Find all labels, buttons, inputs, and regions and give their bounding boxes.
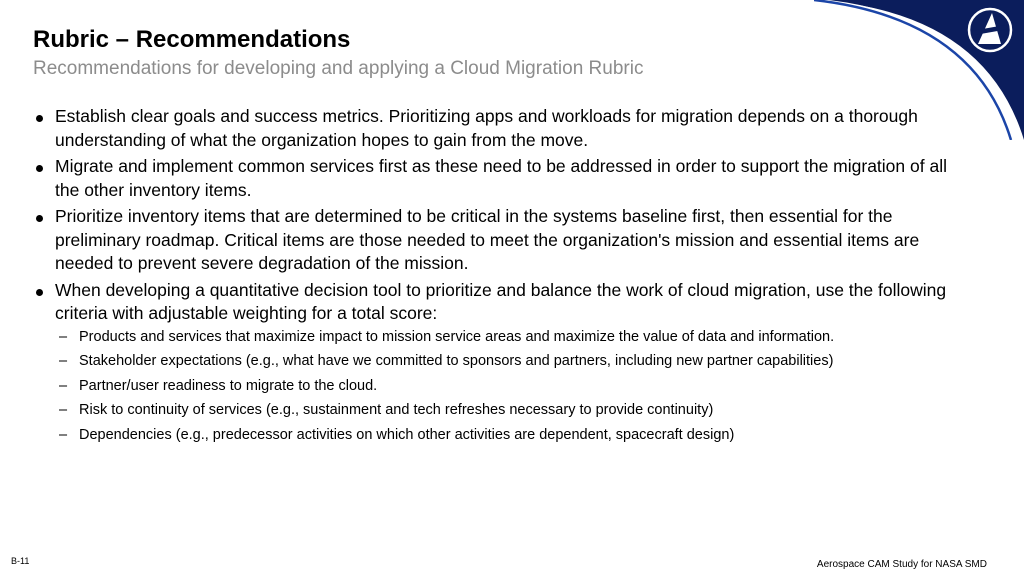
sub-bullet-item — [55, 352, 973, 370]
bullet-item — [33, 155, 973, 202]
bullet-text: Prioritize inventory items that are determined to be critical in the systems baseline first, then essential for the preliminary roadmap. Critical items are those needed to meet the organization's mission and essential items are needed to prevent severe degradation of the mission. — [55, 206, 920, 273]
sub-bullet-text: Dependencies (e.g., predecessor activities on which other activities are dependent, spacecraft design) — [79, 426, 735, 443]
bullet-text: When developing a quantitative decision tool to prioritize and balance the work of cloud migration, use the following criteria with adjustable weighting for a total score: — [55, 279, 947, 323]
slide-title: Rubric – Recommendations — [33, 26, 351, 53]
footer-organization: Aerospace CAM Study for NASA SMD — [816, 559, 987, 570]
bullet-dot-icon — [36, 115, 43, 122]
sub-bullet-item — [55, 401, 973, 419]
bullet-dot-icon — [36, 289, 43, 296]
sub-bullet-item — [55, 426, 973, 444]
bullet-item — [33, 279, 973, 444]
dash-marker: – — [59, 328, 68, 345]
dash-marker: – — [59, 402, 68, 418]
bullet-text: Migrate and implement common services first as these need to be addressed in order to support the migration of all the other inventory items. — [55, 156, 947, 200]
dash-marker: – — [59, 377, 68, 394]
sub-bullet-text: Products and services that maximize impact to mission service areas and maximize the value of data and information. — [79, 328, 835, 345]
bullet-list — [33, 105, 973, 444]
dash-marker: – — [59, 426, 68, 443]
slide-subtitle: Recommendations for developing and applying a Cloud Migration Rubric — [33, 58, 644, 79]
sub-bullet-list — [55, 328, 973, 444]
bullet-dot-icon — [36, 215, 43, 222]
page-number: B-11 — [11, 556, 30, 566]
sub-bullet-text: Stakeholder expectations (e.g., what have we committed to sponsors and partners, including new partner capabilities) — [79, 353, 834, 369]
sub-bullet-text: Partner/user readiness to migrate to the cloud. — [79, 377, 378, 394]
bullet-text: Establish clear goals and success metrics. Prioritizing apps and workloads for migration depends on a thorough understanding of what the organization hopes to gain from the move. — [55, 106, 918, 150]
slide-content — [33, 105, 973, 450]
sub-bullet-text: Risk to continuity of services (e.g., sustainment and tech refreshes necessary to provide continuity) — [79, 402, 714, 418]
sub-bullet-item — [55, 377, 973, 395]
bullet-dot-icon — [36, 165, 43, 172]
bullet-item — [33, 205, 973, 276]
bullet-item — [33, 105, 973, 152]
dash-marker: – — [59, 353, 68, 369]
sub-bullet-item — [55, 328, 973, 346]
